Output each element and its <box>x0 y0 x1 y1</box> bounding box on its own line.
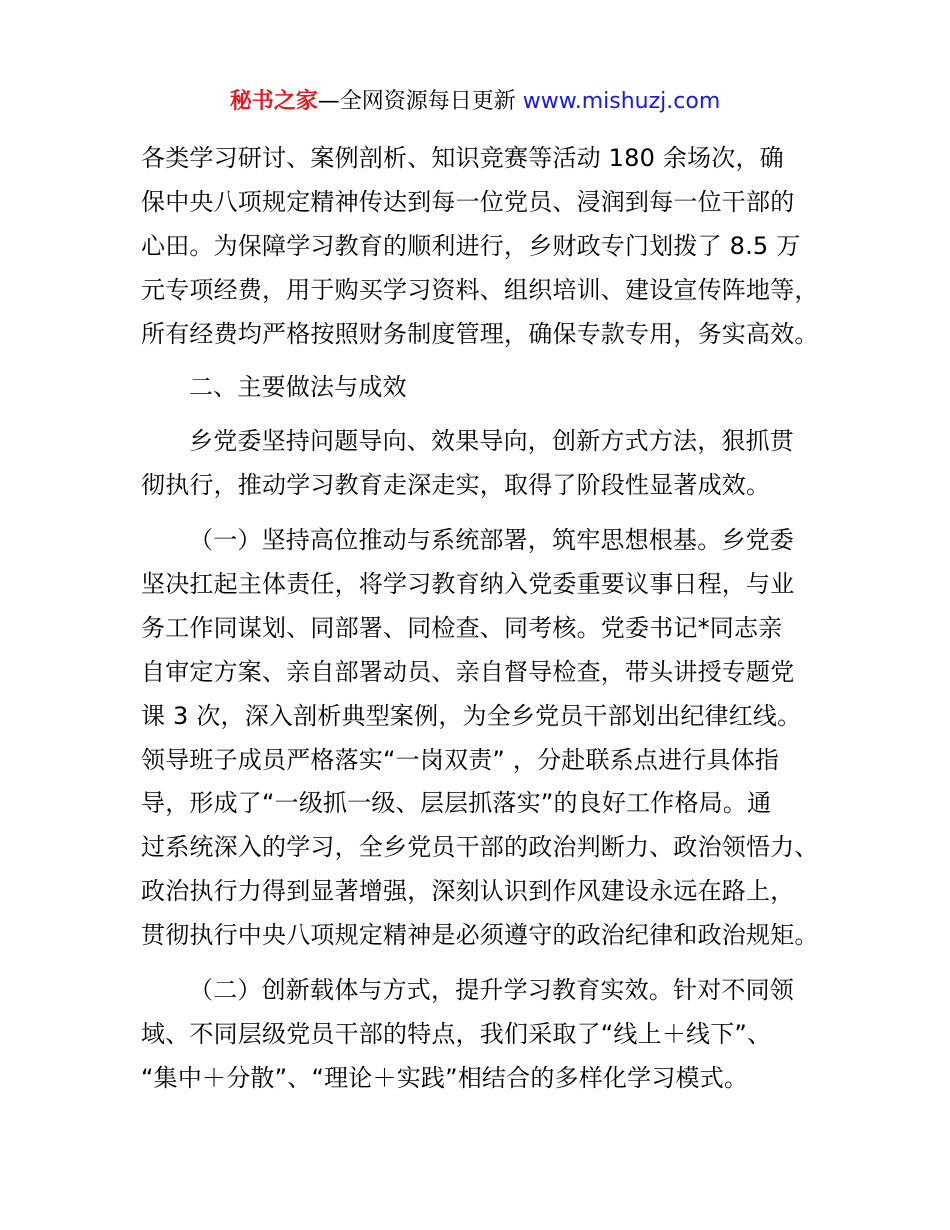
text-line: 各类学习研讨、案例剖析、知识竞赛等活动 180 余场次，确 <box>141 144 784 172</box>
text-line: 贯彻执行中央八项规定精神是必须遵守的政治纪律和政治规矩。 <box>141 921 819 950</box>
text-line: 课 3 次，深入剖析典型案例，为全乡党员干部划出纪律红线。 <box>141 701 802 730</box>
paragraph-intro <box>141 420 831 508</box>
site-tagline: —全网资源每日更新 <box>317 89 516 114</box>
text-line: 所有经费均严格按照财务制度管理，确保专款专用，务实高效。 <box>141 319 819 348</box>
site-header-banner <box>0 88 950 116</box>
text-line: 保中央八项规定精神传达到每一位党员、浸润到每一位干部的 <box>141 187 795 216</box>
text-line: 坚决扛起主体责任，将学习教育纳入党委重要议事日程，与业 <box>141 570 795 599</box>
text-line: 领导班子成员严格落实“一岗双责” ，分赴联系点进行具体指 <box>141 745 780 774</box>
text-line: 自审定方案、亲自部署动员、亲自督导检查，带头讲授专题党 <box>141 657 795 686</box>
paragraph-part-two <box>141 969 831 1101</box>
text-line: 元专项经费，用于购买学习资料、组织培训、建设宣传阵地等， <box>141 275 819 304</box>
site-brand-name: 秘书之家 <box>229 89 318 114</box>
text-line: 务工作同谋划、同部署、同检查、同考核。党委书记*同志亲 <box>141 613 783 642</box>
section-heading <box>141 366 831 410</box>
document-body <box>141 137 831 1101</box>
site-url-link[interactable]: www.mishuzj.com <box>522 89 721 114</box>
text-line: 乡党委坚持问题导向、效果导向，创新方式方法，狠抓贯 <box>189 427 794 456</box>
paragraph-part-one <box>141 519 831 958</box>
text-line: 域、不同层级党员干部的特点，我们采取了“线上＋线下”、 <box>141 1019 772 1048</box>
text-line: （二）创新载体与方式，提升学习教育实效。针对不同领 <box>189 976 794 1005</box>
text-line: “集中＋分散”、“理论＋实践”相结合的多样化学习模式。 <box>141 1063 749 1092</box>
text-line: （一）坚持高位推动与系统部署，筑牢思想根基。乡党委 <box>189 526 794 555</box>
text-line: 彻执行，推动学习教育走深走实，取得了阶段性显著成效。 <box>141 471 771 500</box>
paragraph-funding <box>141 137 831 356</box>
section-heading-text: 二、主要做法与成效 <box>189 373 407 402</box>
text-line: 心田。为保障学习教育的顺利进行，乡财政专门划拨了 8.5 万 <box>141 231 801 260</box>
text-line: 导，形成了“一级抓一级、层层抓落实”的良好工作格局。通 <box>141 789 772 818</box>
text-line: 政治执行力得到显著增强，深刻认识到作风建设永远在路上， <box>141 877 795 906</box>
text-line: 过系统深入的学习，全乡党员干部的政治判断力、政治领悟力、 <box>141 833 819 862</box>
